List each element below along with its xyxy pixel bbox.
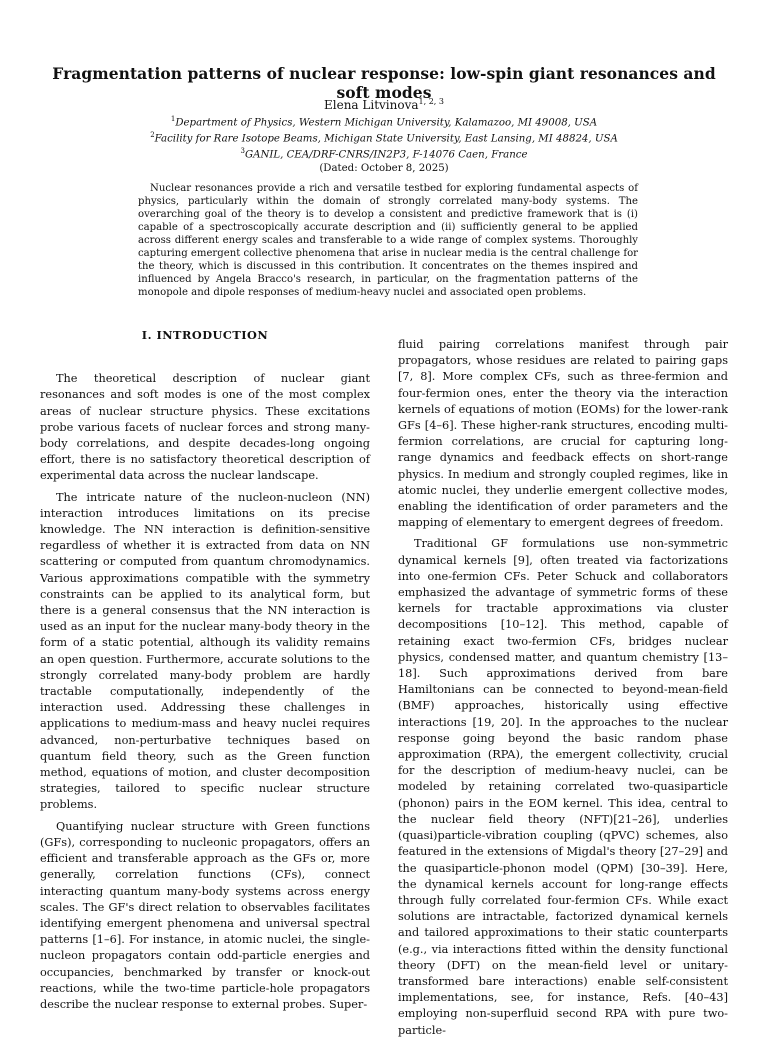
affiliation-mark: 2	[150, 131, 155, 139]
paragraph: Quantifying nuclear structure with Green functions (GFs), corresponding to nucleonic propagators, offers an efficient and transferable approach as the GFs or, more generally, correlation functions (CFs), connect interacting quantum many-body systems across energy scales. The GF's direct relation to observables facilitates identifying emergent phenomena and universal spectral patterns [1–6]. For instance, in atomic nuclei, the single-nucleon propagators contain odd-particle energies and occupancies, benchmarked by transfer or knock-out reactions, while the two-time particle-hole propagators describe the nuclear response to external probes. Super-	[40, 819, 370, 1011]
paragraph: Traditional GF formulations use non-symmetric dynamical kernels [9], often treated via factorizations into one-fermion CFs. Peter Schuck and collaborators emphasized the advantage of symmetric forms of these kernels for tractable approximations via cluster decompositions [10–12]. This method, capable of retaining exact two-fermion CFs, bridges nuclear physics, condensed matter, and quantum chemistry [13–18]. Such approximations derived from bare Hamiltonians can be connected to beyond-mean-field (BMF) approaches, historically using effective interactions [19, 20]. In the approaches to the nuclear response going beyond the basic random phase approximation (RPA), the emergent collectivity, crucial for the description of medium-heavy nuclei, can be modeled by retaining correlated two-quasiparticle (phonon) pairs in the EOM kernel. This idea, central to the nuclear field theory (NFT)[21–26], underlies (quasi)particle-vibration coupling (qPVC) schemes, also featured in the extensions of Migdal's theory [27–29] and the quasiparticle-phonon model (QPM) [30–39]. Here, the dynamical kernels account for long-range effects through fully correlated four-fermion CFs. While exact solutions are intractable, factorized dynamical kernels and tailored approximations to their static counterparts (e.g., via interactions fitted within the density functional theory (DFT) on the mean-field level or unitary-transformed bare interactions) enable self-consistent implementations, see, for instance, Refs. [40–43] employing non-superfluid second RPA with pure two-particle-	[398, 537, 728, 1037]
affiliation-text: GANIL, CEA/DRF-CNRS/IN2P3, F-14076 Caen, France	[244, 149, 528, 161]
paragraph: The theoretical description of nuclear giant resonances and soft modes is one of the most complex areas of nuclear structure physics. These excitations probe various facets of nuclear forces and strong many-body correlations, and despite decades-long ongoing effort, there is no satisfactory theoretical description of experimental data across the nuclear landscape.	[40, 372, 370, 483]
paper-title: Fragmentation patterns of nuclear response: low-spin giant resonances and soft modes	[52, 64, 716, 102]
author-line	[40, 97, 728, 112]
affiliation-text: Facility for Rare Isotope Beams, Michigan State University, East Lansing, MI 48824, USA	[154, 133, 618, 145]
paragraph: fluid pairing correlations manifest through pair propagators, whose residues are related to pairing gaps [7, 8]. More complex CFs, such as three-fermion and four-fermion ones, enter the theory via the interaction kernels of equations of motion (EOMs) for the lower-rank GFs [4–6]. These higher-rank structures, encoding multi-fermion correlations, are crucial for capturing long-range dynamics and feedback effects on short-range physics. In medium and strongly coupled regimes, like in atomic nuclei, they underlie emergent collective modes, enabling the identification of order parameters and the mapping of elementary to emergent degrees of freedom.	[398, 338, 728, 530]
right-column	[398, 337, 728, 1044]
author-affiliation-marks: 1, 2, 3	[418, 97, 444, 106]
affiliation-2	[40, 131, 728, 144]
affiliation-text: Department of Physics, Western Michigan University, Kalamazoo, MI 49008, USA	[175, 117, 598, 129]
author-name: Elena Litvinova	[324, 98, 419, 112]
affiliation-3	[40, 147, 728, 160]
affiliation-mark: 3	[240, 147, 245, 155]
abstract: Nuclear resonances provide a rich and versatile testbed for exploring fundamental aspects of physics, particularly within the domain of strongly correlated many-body systems. The overarching goal of the theory is to develop a consistent and predictive framework that is (i) capable of a spectroscopically accurate description and (ii) sufficiently general to be applied across different energy scales and transferable to a wide range of complex systems. Thoroughly capturing emergent collective phenomena that arise in nuclear media is the central challenge for the theory, which is discussed in this contribution. It concentrates on the themes inspired and influenced by Angela Bracco's research, in particular, on the fragmentation patterns of the monopole and dipole responses of medium-heavy nuclei and associated open problems.	[138, 183, 639, 298]
affiliation-1	[40, 115, 728, 128]
dated-line: (Dated: October 8, 2025)	[319, 163, 449, 174]
affiliation-mark: 1	[170, 115, 176, 123]
left-column	[40, 322, 370, 1018]
section-heading: I. INTRODUCTION	[141, 328, 269, 342]
paragraph: The intricate nature of the nucleon-nucleon (NN) interaction introduces limitations on its precise knowledge. The NN interaction is definition-sensitive regardless of whether it is extracted from data on NN scattering or computed from quantum chromodynamics. Various approximations compatible with the symmetry constraints can be applied to its analytical form, but there is a general consensus that the NN interaction is used as an input for the nuclear many-body theory in the form of a static potential, although its validity remains an open question. Furthermore, accurate solutions to the strongly correlated many-body problem are hardly tractable computationally, independently of the interaction used. Addressing these challenges in applications to medium-mass and heavy nuclei requires advanced, non-perturbative techniques based on quantum field theory, such as the Green function method, equations of motion, and cluster decomposition strategies, tailored to specific nuclear structure problems.	[40, 490, 370, 812]
